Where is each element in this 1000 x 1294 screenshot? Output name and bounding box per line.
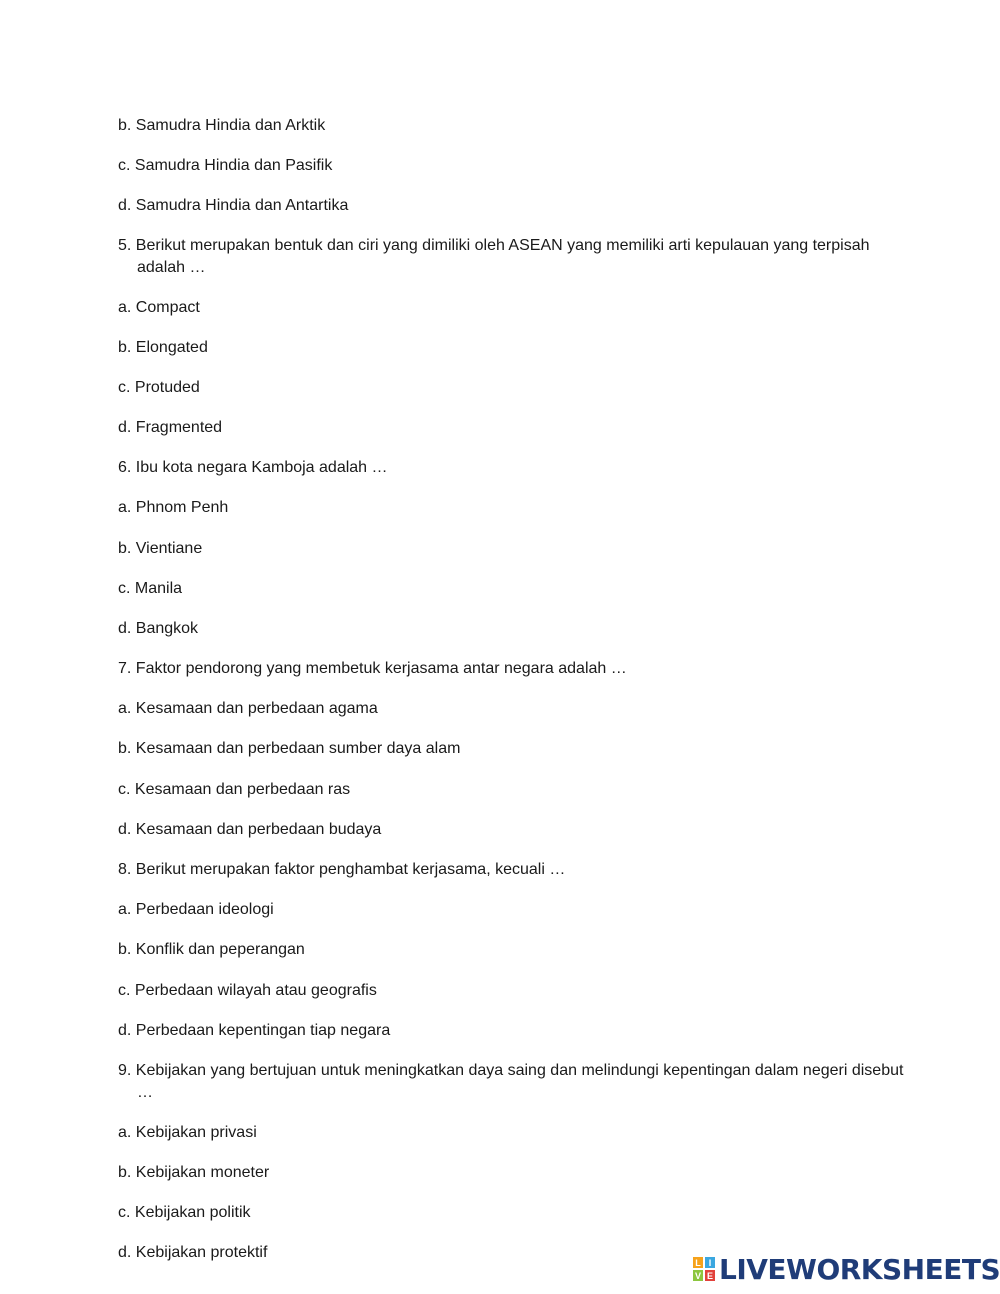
option-9a: a. Kebijakan privasi [118,1124,257,1141]
logo-tile-l: L [692,1256,704,1269]
option-3c: c. Samudra Hindia dan Pasifik [118,157,333,174]
question-6: 6. Ibu kota negara Kamboja adalah … [118,459,388,476]
question-8: 8. Berikut merupakan faktor penghambat kerjasama, kecuali … [118,861,566,878]
option-8c: c. Perbedaan wilayah atau geografis [118,982,377,999]
question-7: 7. Faktor pendorong yang membetuk kerjasama antar negara adalah … [118,660,627,677]
logo-text: LIVEWORKSHEETS [719,1252,1000,1286]
option-5c: c. Protuded [118,379,200,396]
option-6a: a. Phnom Penh [118,499,229,516]
liveworksheets-icon [692,1256,716,1282]
liveworksheets-logo [692,1252,1000,1286]
option-3b: b. Samudra Hindia dan Arktik [118,117,326,134]
logo-tile-v: V [692,1269,704,1282]
question-9: 9. Kebijakan yang bertujuan untuk meningkatkan daya saing dan melindungi kepentingan dalam negeri disebut … [118,1062,904,1101]
logo-tile-i: I [704,1256,716,1269]
option-7b: b. Kesamaan dan perbedaan sumber daya alam [118,740,461,757]
option-7a: a. Kesamaan dan perbedaan agama [118,700,378,717]
option-8b: b. Konflik dan peperangan [118,941,305,958]
option-9d: d. Kebijakan protektif [118,1244,268,1261]
option-8a: a. Perbedaan ideologi [118,901,274,918]
option-3d: d. Samudra Hindia dan Antartika [118,197,349,214]
logo-tile-e: E [704,1269,716,1282]
option-7d: d. Kesamaan dan perbedaan budaya [118,821,382,838]
option-9b: b. Kebijakan moneter [118,1164,270,1181]
option-6b: b. Vientiane [118,540,203,557]
option-8d: d. Perbedaan kepentingan tiap negara [118,1022,391,1039]
option-5d: d. Fragmented [118,419,223,436]
option-6c: c. Manila [118,580,183,597]
option-9c: c. Kebijakan politik [118,1204,251,1221]
option-5a: a. Compact [118,299,200,316]
option-7c: c. Kesamaan dan perbedaan ras [118,781,351,798]
question-5: 5. Berikut merupakan bentuk dan ciri yang dimiliki oleh ASEAN yang memiliki arti kepulauan yang terpisah adalah … [118,237,870,276]
option-5b: b. Elongated [118,339,208,356]
option-6d: d. Bangkok [118,620,199,637]
